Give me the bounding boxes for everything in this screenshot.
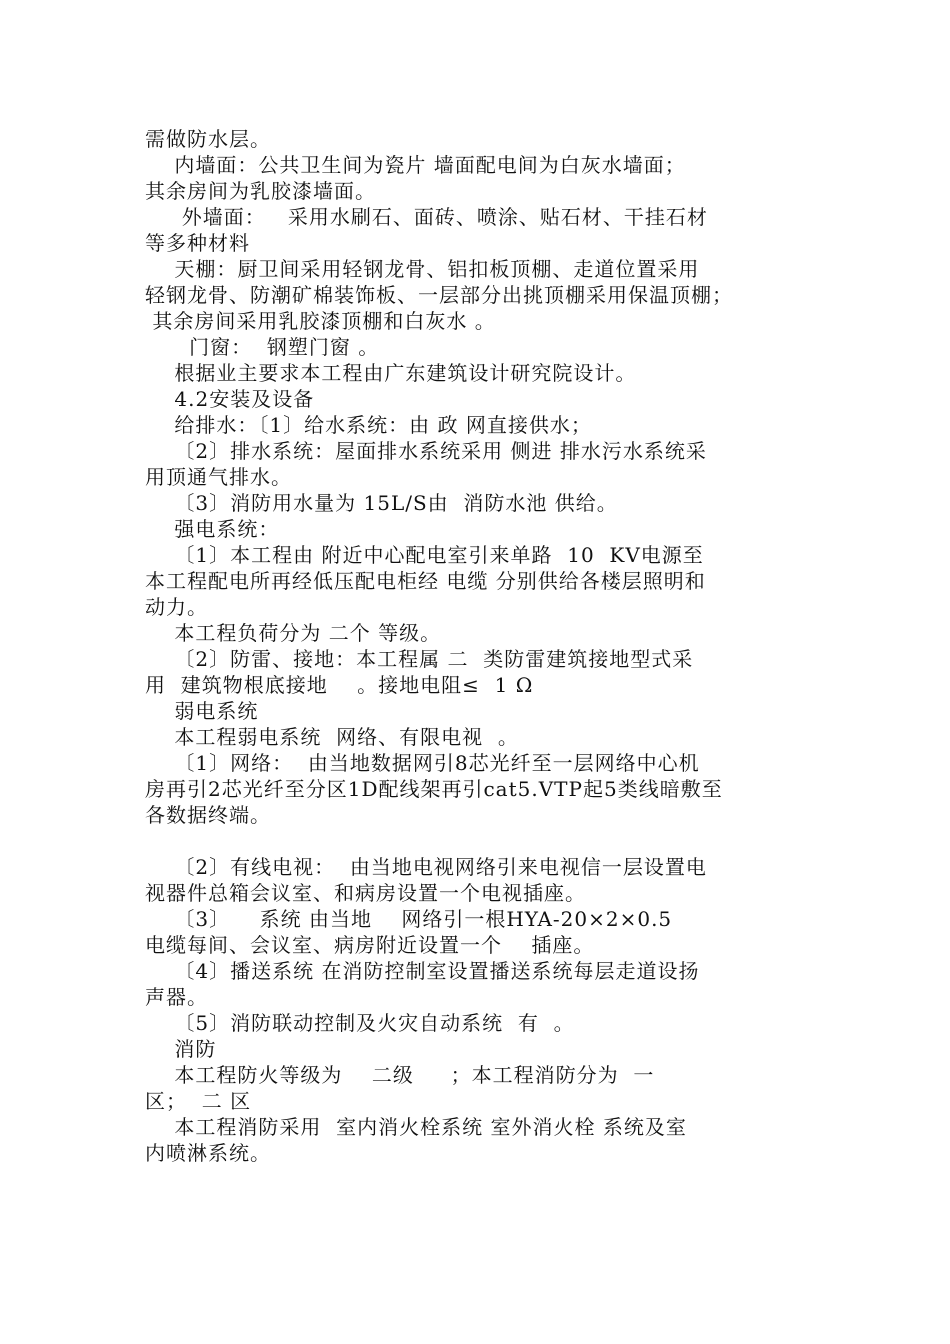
text-line: 消防	[145, 1037, 217, 1061]
text-line: 〔5〕消防联动控制及火灾自动系统 有 。	[145, 1011, 575, 1035]
section-heading: 4.2安装及设备	[145, 387, 315, 411]
text-line: 本工程配电所再经低压配电柜经 电缆 分别供给各楼层照明和	[145, 569, 706, 593]
text-line: 内喷淋系统。	[145, 1141, 271, 1165]
text-line: 外墙面： 采用水刷石、面砖、喷涂、贴石材、干挂石材	[145, 205, 708, 229]
text-line: 〔4〕播送系统 在消防控制室设置播送系统每层走道设扬	[145, 959, 700, 983]
text-line: 〔1〕本工程由 附近中心配电室引来单路 10 KV电源至	[145, 543, 704, 567]
text-line: 强电系统：	[145, 517, 280, 541]
text-line: 其余房间为乳胶漆墙面。	[145, 179, 376, 203]
text-line: 〔2〕有线电视： 由当地电视网络引来电视信一层设置电	[145, 855, 707, 879]
text-line: 房再引2芯光纤至分区1D配线架再引cat5.VTP起5类线暗敷至	[145, 777, 723, 801]
text-line: 本工程防火等级为 二级 ；本工程消防分为 一	[145, 1063, 655, 1087]
text-line: 视器件总箱会议室、和病房设置一个电视插座。	[145, 881, 586, 905]
text-line: 本工程负荷分为 二个 等级。	[145, 621, 442, 645]
text-line: 电缆每间、会议室、病房附近设置一个 插座。	[145, 933, 595, 957]
text-line: 区； 二 区	[145, 1089, 252, 1113]
text-line: 轻钢龙骨、防潮矿棉装饰板、一层部分出挑顶棚采用保温顶棚；	[145, 283, 733, 307]
text-line: 其余房间采用乳胶漆顶棚和白灰水 。	[145, 309, 496, 333]
text-line: 动力。	[145, 595, 208, 619]
text-line: 用顶通气排水。	[145, 465, 292, 489]
text-line: 本工程消防采用 室内消火栓系统 室外消火栓 系统及室	[145, 1115, 687, 1139]
text-line: 等多种材料	[145, 231, 250, 255]
text-line: 根据业主要求本工程由广东建筑设计研究院设计。	[145, 361, 637, 385]
text-line: 声器。	[145, 985, 208, 1009]
text-line: 〔2〕排水系统：屋面排水系统采用 侧进 排水污水系统采	[145, 439, 707, 463]
text-line: 需做防水层。	[145, 127, 271, 151]
text-line: 内墙面：公共卫生间为瓷片 墙面配电间为白灰水墙面；	[145, 153, 686, 177]
text-line: 〔3〕消防用水量为 15L/S由 消防水池 供给。	[145, 491, 618, 515]
text-line: 弱电系统	[145, 699, 259, 723]
text-line: 〔3〕 系统 由当地 网络引一根HYA-20×2×0.5	[145, 907, 673, 931]
text-line: 〔1〕网络： 由当地数据网引8芯光纤至一层网络中心机	[145, 751, 700, 775]
text-line: 各数据终端。	[145, 803, 271, 827]
text-line: 门窗： 钢塑门窗 。	[145, 335, 380, 359]
text-line: 用 建筑物根底接地 。接地电阻≤ 1 Ω	[145, 673, 534, 697]
text-line: 天棚：厨卫间采用轻钢龙骨、铝扣板顶棚、走道位置采用	[145, 257, 700, 281]
text-line: 给排水：〔1〕给水系统：由 政 网直接供水；	[145, 413, 592, 437]
text-line: 〔2〕防雷、接地：本工程属 二 类防雷建筑接地型式采	[145, 647, 694, 671]
text-line: 本工程弱电系统 网络、有限电视 。	[145, 725, 519, 749]
